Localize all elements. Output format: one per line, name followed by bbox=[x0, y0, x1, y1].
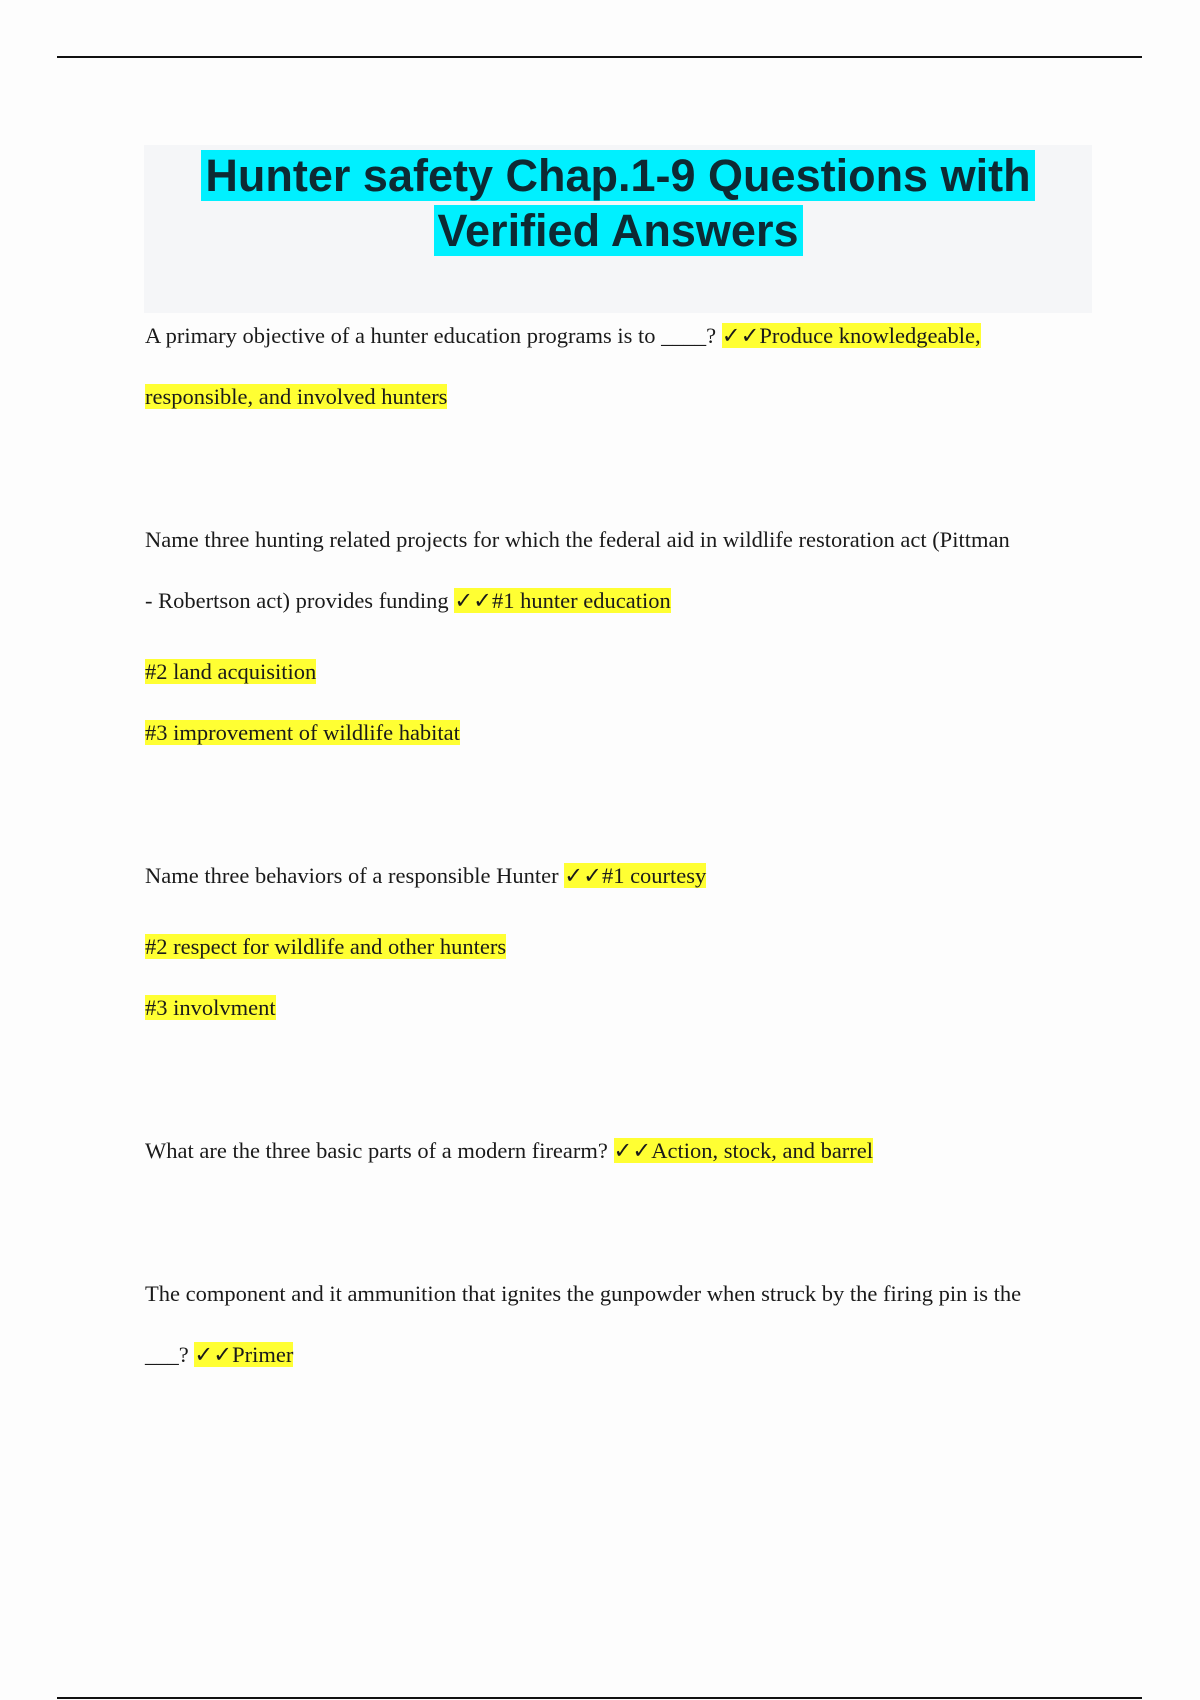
qa-line bbox=[145, 1263, 1095, 1324]
title-line-1: Hunter safety Chap.1-9 Questions with bbox=[201, 150, 1034, 201]
answer-text: #3 improvement of wildlife habitat bbox=[145, 720, 460, 745]
answer-text: #2 respect for wildlife and other hunters bbox=[145, 934, 507, 959]
qa-item-3 bbox=[145, 845, 1095, 1038]
qa-line bbox=[145, 916, 1095, 977]
qa-line bbox=[145, 702, 1095, 763]
top-rule bbox=[57, 56, 1142, 58]
qa-line bbox=[145, 845, 1095, 906]
title-block bbox=[144, 145, 1092, 313]
qa-line bbox=[145, 305, 1095, 366]
answer-text: ✓✓Produce knowledgeable, bbox=[721, 323, 981, 348]
qa-line bbox=[145, 977, 1095, 1038]
answer-text: ✓✓Primer bbox=[194, 1342, 294, 1367]
answer-text: ✓✓#1 hunter education bbox=[454, 588, 671, 613]
answer-text: ✓✓#1 courtesy bbox=[564, 863, 707, 888]
qa-line bbox=[145, 509, 1095, 570]
question-text: What are the three basic parts of a modern firearm? bbox=[145, 1138, 608, 1163]
question-text: Name three behaviors of a responsible Hunter bbox=[145, 863, 559, 888]
qa-line bbox=[145, 366, 1095, 427]
question-text: Name three hunting related projects for which the federal aid in wildlife restoration act (Pittman bbox=[145, 527, 1010, 552]
qa-list bbox=[145, 305, 1095, 1385]
bottom-rule bbox=[57, 1697, 1142, 1699]
qa-line bbox=[145, 570, 1095, 631]
qa-line bbox=[145, 1120, 1095, 1181]
title-line-2: Verified Answers bbox=[434, 205, 803, 256]
qa-item-1 bbox=[145, 305, 1095, 427]
qa-item-2 bbox=[145, 509, 1095, 763]
qa-line bbox=[145, 1324, 1095, 1385]
answer-text: responsible, and involved hunters bbox=[145, 384, 448, 409]
question-text: ___? bbox=[145, 1342, 189, 1367]
answer-text: #3 involvment bbox=[145, 995, 276, 1020]
question-text: A primary objective of a hunter education programs is to ____? bbox=[145, 323, 717, 348]
qa-item-5 bbox=[145, 1263, 1095, 1385]
answer-text: ✓✓Action, stock, and barrel bbox=[613, 1138, 874, 1163]
qa-item-4 bbox=[145, 1120, 1095, 1181]
qa-line bbox=[145, 641, 1095, 702]
document-title bbox=[144, 145, 1092, 258]
question-text: The component and it ammunition that ignites the gunpowder when struck by the firing pin is the bbox=[145, 1281, 1022, 1306]
question-text: - Robertson act) provides funding bbox=[145, 588, 449, 613]
answer-text: #2 land acquisition bbox=[145, 659, 317, 684]
